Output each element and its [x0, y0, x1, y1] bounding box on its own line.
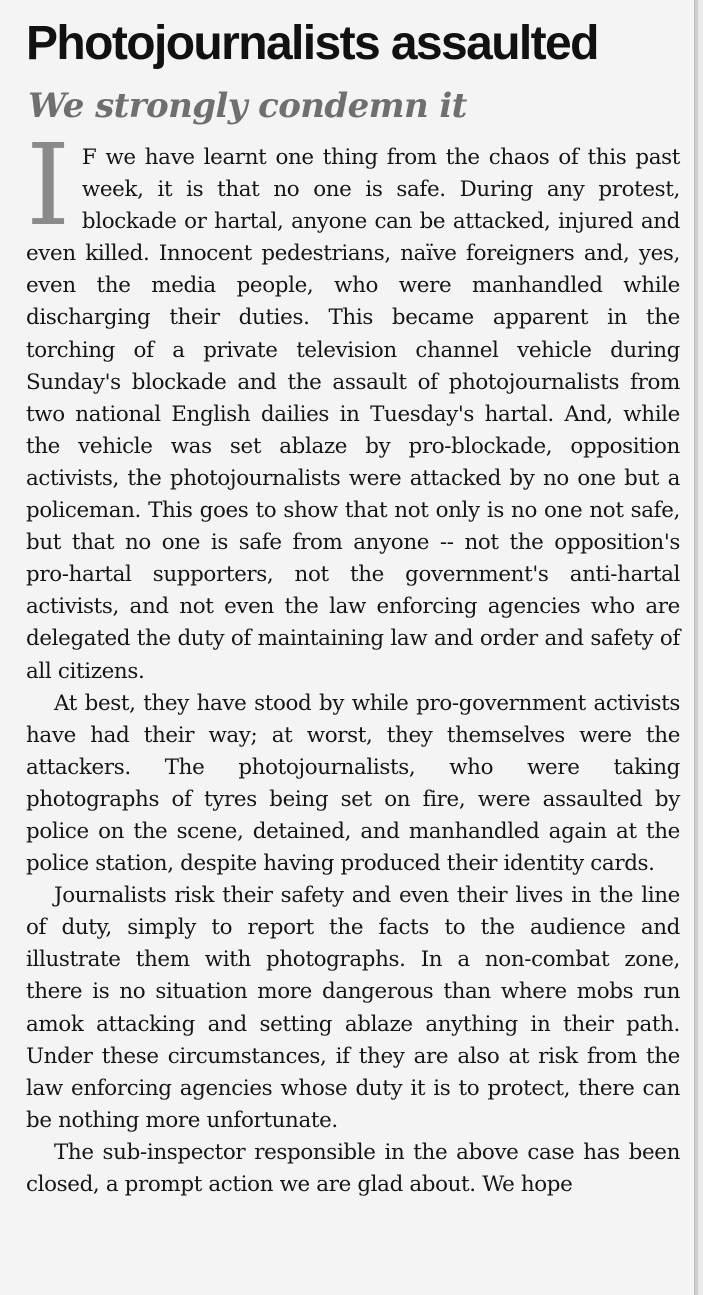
article-body	[26, 121, 680, 1201]
paragraph-4: The sub-inspector responsible in the above case has been closed, a prompt action we are glad about. We hope	[26, 1139, 680, 1197]
paragraph-2: At best, they have stood by while pro-government activists have had their way; at worst, they themselves were the attackers. The photojournalists, who were taking photographs of tyres being set on fire, were assaulted by police on the scene, detained, and manhandled again at the police station, despite having produced their identity cards.	[26, 690, 680, 877]
paragraph-1	[26, 121, 680, 688]
headline: Photojournalists assaulted	[26, 17, 598, 70]
subheading: We strongly condemn it	[28, 86, 467, 126]
paragraph-1-text: F we have learnt one thing from the chaos of this past week, it is that no one is safe. During any protest, blockade or hartal, anyone can be attacked, injured and even killed. Innocent pedestrians, naïve foreigners and, yes, even the media people, who were manhandled while discharging their duties. This became apparent in the torching of a private television channel vehicle during Sunday's blockade and the assault of photojournalists from two national English dailies in Tuesday's hartal. And, while the vehicle was set ablaze by pro-blockade, opposition activists, the photojournalists were attacked by no one but a policeman. This goes to show that not only is no one not safe, but that no one is safe from anyone -- not the opposition's pro-hartal supporters, not the government's anti-hartal activists, and not even the law enforcing agencies who are delegated the duty of maintaining law and order and safety of all citizens.	[26, 145, 680, 684]
paragraph-3: Journalists risk their safety and even their lives in the line of duty, simply to report the facts to the audience and illustrate them with photographs. In a non-combat zone, there is no situation more dangerous than where mobs run amok attacking and setting ablaze anything in their path. Under these circumstances, if they are also at risk from the law enforcing agencies whose duty it is to protect, there can be nothing more unfortunate.	[26, 883, 680, 1133]
drop-cap: I	[26, 121, 70, 251]
